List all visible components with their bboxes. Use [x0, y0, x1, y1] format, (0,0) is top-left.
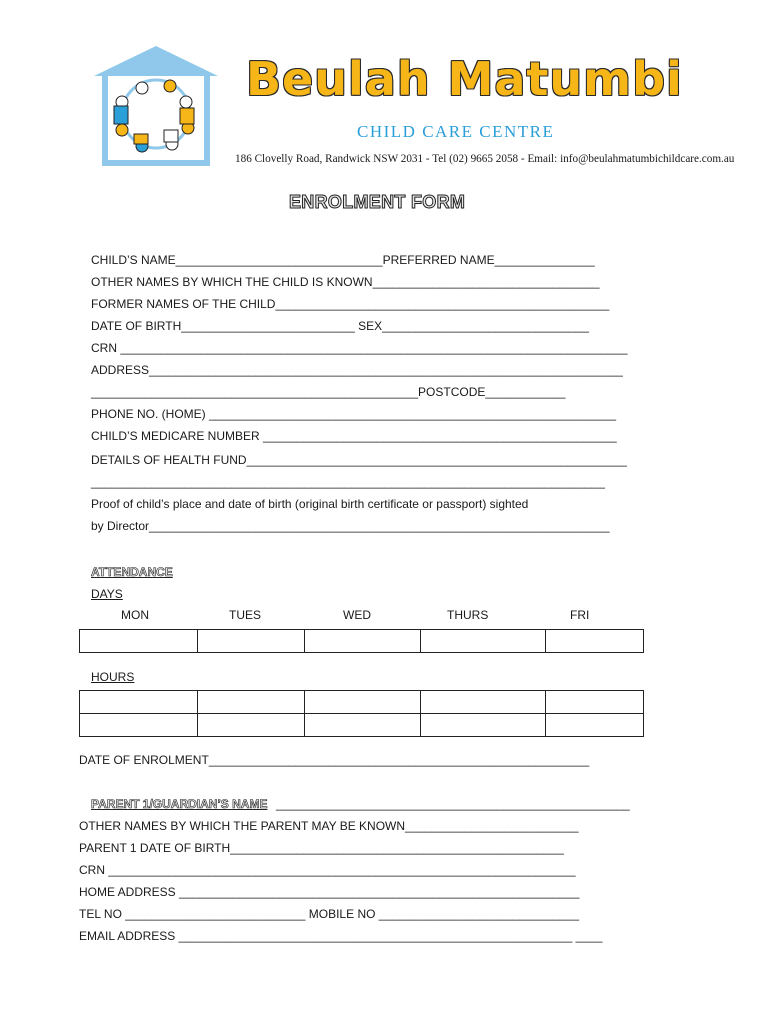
- child-health-fund-field[interactable]: DETAILS OF HEALTH FUND_________________________________________________________: [91, 453, 627, 467]
- days-table: [79, 629, 644, 653]
- days-label: DAYS: [91, 587, 123, 601]
- hours-label: HOURS: [91, 670, 135, 684]
- child-dob-sex-field[interactable]: DATE OF BIRTH__________________________ SEX_______________________________: [91, 319, 589, 333]
- hours-cell[interactable]: [305, 714, 421, 737]
- hours-cell[interactable]: [80, 691, 198, 714]
- parent-tel-mobile-field[interactable]: TEL NO ___________________________ MOBILE NO ______________________________: [79, 907, 579, 921]
- parent-other-names-field[interactable]: OTHER NAMES BY WHICH THE PARENT MAY BE KNOWN__________________________: [79, 819, 579, 833]
- days-cell-wed[interactable]: [305, 630, 421, 653]
- days-cell-fri[interactable]: [546, 630, 644, 653]
- hours-cell[interactable]: [198, 691, 305, 714]
- parent-dob-field[interactable]: PARENT 1 DATE OF BIRTH__________________________________________________: [79, 841, 564, 855]
- hours-cell[interactable]: [80, 714, 198, 737]
- date-of-enrolment-field[interactable]: DATE OF ENROLMENT_________________________________________________________: [79, 753, 590, 767]
- hours-cell[interactable]: [421, 691, 546, 714]
- sighted-by-director-field[interactable]: by Director_____________________________________________________________________: [91, 519, 610, 533]
- centre-address: 186 Clovelly Road, Randwick NSW 2031 - Tel (02) 9665 2058 - Email: info@beulahmatumbichildcare.com.au: [235, 153, 735, 165]
- hours-cell[interactable]: [421, 714, 546, 737]
- hours-table: [79, 690, 644, 737]
- proof-of-birth-text: Proof of child’s place and date of birth (original birth certificate or passport) sighted: [91, 497, 529, 511]
- days-cell-mon[interactable]: [80, 630, 198, 653]
- day-thurs: THURS: [447, 608, 489, 622]
- day-wed: WED: [343, 608, 371, 622]
- centre-type: CHILD CARE CENTRE: [357, 122, 555, 141]
- parent-crn-field[interactable]: CRN ______________________________________________________________________: [79, 863, 576, 877]
- parent-guardian-heading: PARENT 1/GUARDIAN’S NAME: [91, 797, 268, 811]
- child-address-field[interactable]: ADDRESS_______________________________________________________________________: [91, 363, 623, 377]
- child-postcode-field[interactable]: _________________________________________________POSTCODE____________: [91, 385, 566, 399]
- hours-cell[interactable]: [546, 714, 644, 737]
- child-medicare-field[interactable]: CHILD’S MEDICARE NUMBER _____________________________________________________: [91, 429, 617, 443]
- child-health-fund-line2[interactable]: _____________________________________________________________________________: [91, 475, 605, 489]
- form-title: ENROLMENT FORM: [289, 192, 466, 212]
- attendance-heading: ATTENDANCE: [91, 565, 173, 579]
- centre-logo: [92, 44, 220, 168]
- parent-name-line[interactable]: _____________________________________________________: [276, 797, 630, 811]
- child-crn-field[interactable]: CRN ____________________________________________________________________________: [91, 341, 628, 355]
- days-cell-tues[interactable]: [198, 630, 305, 653]
- hours-cell[interactable]: [198, 714, 305, 737]
- childs-name-field[interactable]: CHILD’S NAME_______________________________PREFERRED NAME_______________: [91, 253, 595, 267]
- parent-email-field[interactable]: EMAIL ADDRESS ___________________________________________________________ ____: [79, 929, 603, 943]
- days-cell-thurs[interactable]: [421, 630, 546, 653]
- child-former-names-field[interactable]: FORMER NAMES OF THE CHILD__________________________________________________: [91, 297, 610, 311]
- parent-home-address-field[interactable]: HOME ADDRESS ____________________________________________________________: [79, 885, 580, 899]
- centre-name: Beulah Matumbi: [246, 52, 683, 106]
- child-other-names-field[interactable]: OTHER NAMES BY WHICH THE CHILD IS KNOWN__________________________________: [91, 275, 600, 289]
- child-home-phone-field[interactable]: PHONE NO. (HOME) _____________________________________________________________: [91, 407, 617, 421]
- day-fri: FRI: [570, 608, 590, 622]
- hours-cell[interactable]: [546, 691, 644, 714]
- day-mon: MON: [121, 608, 149, 622]
- day-tues: TUES: [229, 608, 262, 622]
- hours-cell[interactable]: [305, 691, 421, 714]
